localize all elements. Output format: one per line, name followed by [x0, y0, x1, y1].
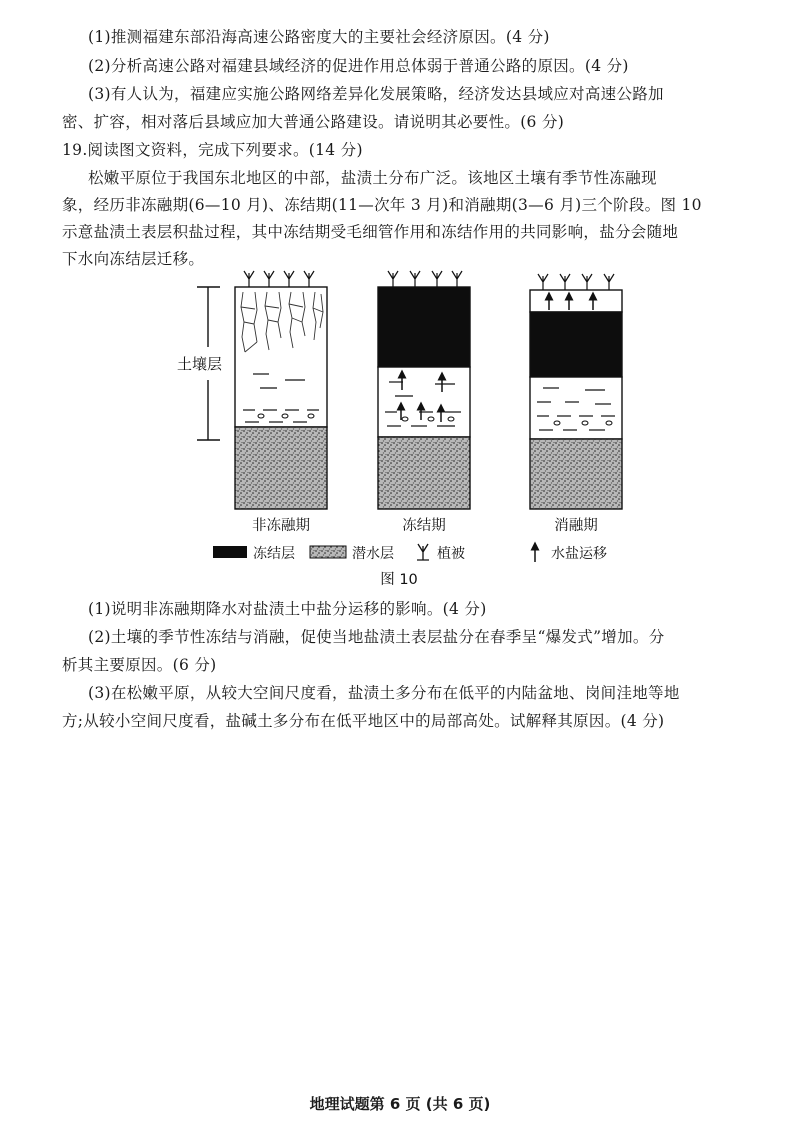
panel-non-freeze-period [235, 271, 327, 509]
legend-frozen-swatch [213, 546, 247, 558]
q19-subquestion-3-line1: (3)在松嫩平原，从较大空间尺度看，盐渍土多分布在低平的内陆盆地、岗间洼地等地 [88, 684, 680, 702]
legend-phreatic-swatch [310, 546, 346, 558]
panel-label-non-freeze: 非冻融期 [252, 518, 310, 534]
legend-plant-icon [417, 544, 429, 560]
q19-para-line4: 下水向冻结层迁移。 [62, 250, 205, 268]
page-footer: 地理试题第 6 页 (共 6 页) [309, 1095, 491, 1113]
q19-para-line1: 松嫩平原位于我国东北地区的中部，盐渍土分布广泛。该地区土壤有季节性冻融现 [88, 169, 657, 187]
figure-caption: 图 10 [380, 572, 418, 588]
q19-header: 19.阅读图文资料，完成下列要求。(14 分) [62, 141, 363, 159]
plant-icons [538, 274, 614, 290]
q19-para-line3: 示意盐渍土表层积盐过程，其中冻结期受毛细管作用和冻结作用的共同影响，盐分会随地 [62, 223, 679, 241]
legend-phreatic-label: 潜水层 [352, 546, 394, 562]
q18-subquestion-1: (1)推测福建东部沿海高速公路密度大的主要社会经济原因。(4 分) [88, 28, 550, 46]
panel-thawing-period [530, 274, 622, 509]
legend-arrow-label: 水盐运移 [551, 546, 607, 562]
figure-10-diagram [165, 262, 635, 592]
q19-subquestion-2-line2: 析其主要原因。(6 分) [62, 656, 217, 674]
q19-subquestion-3-line2: 方;从较小空间尺度看，盐碱土多分布在低平地区中的局部高处。试解释其原因。(4 分) [62, 712, 665, 730]
plant-icons [388, 271, 462, 287]
q18-subquestion-3-line1: (3)有人认为，福建应实施公路网络差异化发展策略，经济发达县域应对高速公路加 [88, 85, 664, 103]
q19-subquestion-2-line1: (2)土壤的季节性冻结与消融，促使当地盐渍土表层盐分在春季呈“爆发式”增加。分 [88, 628, 665, 646]
q18-subquestion-2: (2)分析高速公路对福建县域经济的促进作用总体弱于普通公路的原因。(4 分) [88, 57, 629, 75]
legend-frozen-label: 冻结层 [253, 546, 295, 562]
legend [213, 544, 607, 562]
q18-subquestion-3-line2: 密、扩容，相对落后县域应加大普通公路建设。请说明其必要性。(6 分) [62, 113, 565, 131]
panel-label-thawing: 消融期 [554, 518, 598, 534]
q19-subquestion-1: (1)说明非冻融期降水对盐渍土中盐分运移的影响。(4 分) [88, 600, 487, 618]
legend-plant-label: 植被 [437, 546, 465, 562]
plant-icons [244, 271, 314, 287]
panel-label-freezing: 冻结期 [402, 518, 446, 534]
soil-layer-label: 土壤层 [177, 355, 223, 373]
panel-freezing-period [378, 271, 470, 509]
q19-para-line2: 象，经历非冻融期(6—10 月)、冻结期(11—次年 3 月)和消融期(3—6 月)三个阶段。图 10 [62, 196, 702, 214]
